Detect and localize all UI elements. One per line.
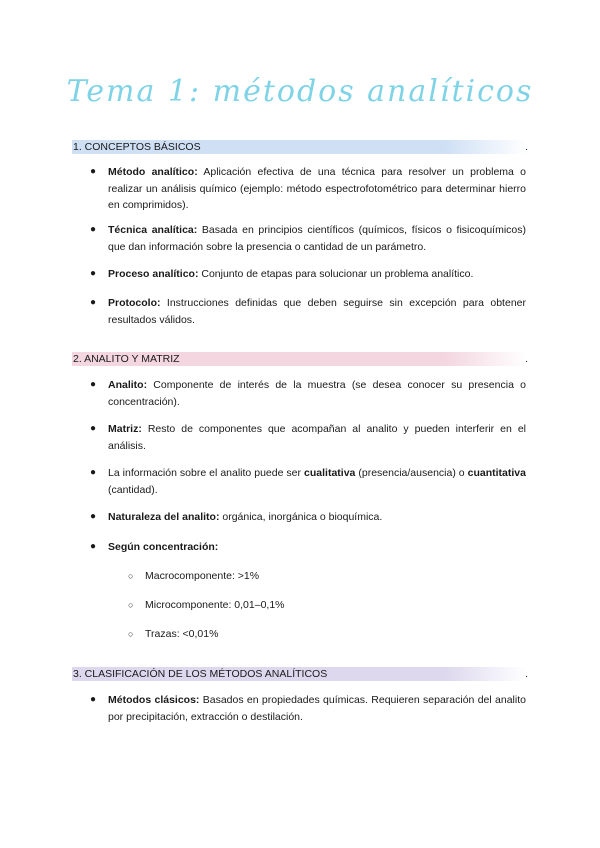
term-label: Matriz: <box>108 423 142 435</box>
term-label: Naturaleza del analito: <box>108 511 220 523</box>
term-label: Analito: <box>108 379 148 391</box>
bullet-icon: ● <box>90 541 97 552</box>
list-item-tecnica-analitica <box>108 222 526 255</box>
bullet-icon: ● <box>90 224 97 235</box>
term-definition: Componente de interés de la muestra (se desea conocer su presencia o concentración). <box>108 379 526 408</box>
section-heading-clasificacion-metodos <box>72 667 527 681</box>
list-item-segun-concentracion <box>108 539 526 556</box>
sub-bullet-icon: ○ <box>128 600 134 610</box>
term-definition: orgánica, inorgánica o bioquímica. <box>219 511 383 523</box>
list-item-analito <box>108 377 526 410</box>
section-heading-conceptos-basicos <box>72 140 527 154</box>
text-fragment: (cantidad). <box>108 483 158 496</box>
section-heading-analito-y-matriz <box>72 352 527 366</box>
list-item-protocolo <box>108 295 526 328</box>
section-heading-trailing: . <box>525 668 528 680</box>
list-item-proceso-analitico <box>108 266 526 283</box>
section-heading-text: 1. CONCEPTOS BÁSICOS <box>73 141 201 153</box>
term-label: Técnica analítica: <box>108 224 198 236</box>
section-heading-trailing: . <box>525 141 528 153</box>
term-definition: Basados en propiedades químicas. Requieren separación del analito por precipitación, extracción o destilación. <box>108 694 526 723</box>
sub-list-item-microcomponente: Microcomponente: 0,01–0,1% <box>145 599 285 611</box>
section-heading-text: 3. CLASIFICACIÓN DE LOS MÉTODOS ANALÍTICOS <box>73 668 328 680</box>
term-label: Método analítico: <box>108 166 198 178</box>
term-label: Métodos clásicos: <box>108 694 200 706</box>
term-cualitativa: cualitativa <box>304 467 356 479</box>
bullet-icon: ● <box>90 467 97 478</box>
term-definition: Instrucciones definidas que deben seguirse sin excepción para obtener resultados válidos. <box>108 297 526 326</box>
bullet-icon: ● <box>90 379 97 390</box>
term-definition: Conjunto de etapas para solucionar un problema analítico. <box>198 268 474 280</box>
sub-list-item-macrocomponente: Macrocomponente: >1% <box>145 570 260 582</box>
list-item-metodos-clasicos <box>108 692 526 725</box>
section-heading-trailing: . <box>525 353 528 365</box>
term-label: Protocolo: <box>108 297 161 309</box>
section-heading-text: 2. ANALITO Y MATRIZ <box>73 353 180 365</box>
page-title: Tema 1: métodos analíticos <box>66 74 534 109</box>
sub-bullet-icon: ○ <box>128 629 134 639</box>
bullet-icon: ● <box>90 511 97 522</box>
text-fragment: (presencia/ausencia) o <box>355 467 468 479</box>
sub-list-item-trazas: Trazas: <0,01% <box>145 628 219 640</box>
bullet-icon: ● <box>90 166 97 177</box>
list-item-naturaleza-analito <box>108 509 526 526</box>
list-item-metodo-analitico <box>108 164 526 214</box>
term-definition: Basada en principios científicos (químicos, físicos o fisicoquímicos) que dan información sobre la presencia o cantidad de un parámetro. <box>108 224 526 253</box>
bullet-icon: ● <box>90 694 97 705</box>
text-fragment: La información sobre el analito puede ser <box>108 467 305 479</box>
term-definition: Resto de componentes que acompañan al analito y pueden interferir en el análisis. <box>108 423 526 452</box>
term-definition: Aplicación efectiva de una técnica para resolver un problema o realizar un análisis químico (ejemplo: método espectrofotométrico para determinar hierro en comprimidos). <box>108 166 526 211</box>
bullet-icon: ● <box>90 268 97 279</box>
list-item-matriz <box>108 421 526 454</box>
term-cuantitativa: cuantitativa <box>467 467 526 479</box>
bullet-icon: ● <box>90 423 97 434</box>
term-label: Según concentración: <box>108 541 219 553</box>
bullet-icon: ● <box>90 297 97 308</box>
list-item-informacion-analito <box>108 465 526 498</box>
sub-bullet-icon: ○ <box>128 571 134 581</box>
term-label: Proceso analítico: <box>108 268 199 280</box>
